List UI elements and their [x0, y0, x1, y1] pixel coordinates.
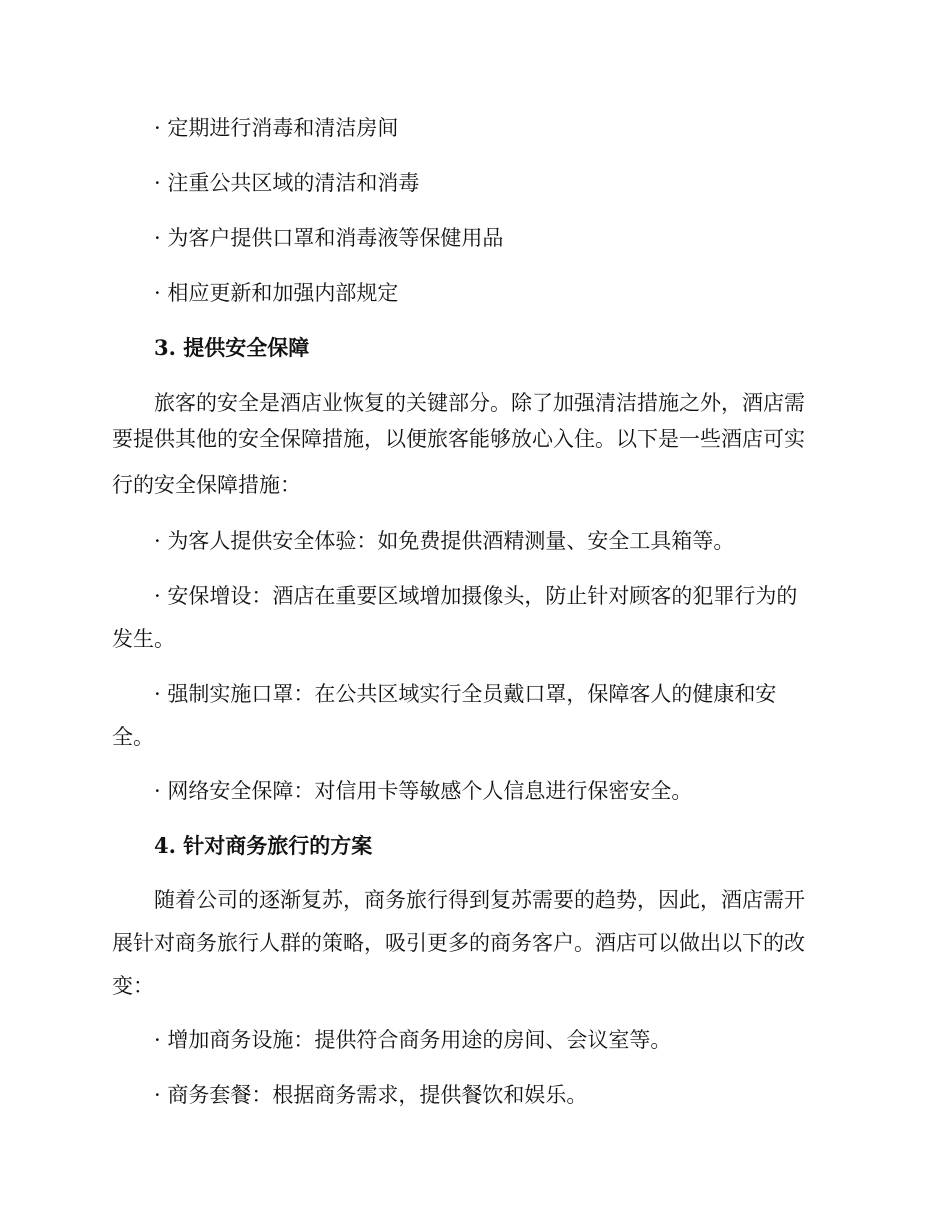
- section-3-heading: 3. 提供安全保障: [154, 335, 310, 360]
- bullet-safety-experience: · 为客人提供安全体验：如免费提供酒精测量、安全工具箱等。: [154, 529, 735, 553]
- bullet-security-cameras-line-1: · 安保增设：酒店在重要区域增加摄像头，防止针对顾客的犯罪行为的: [154, 584, 798, 608]
- bullet-mandatory-masks-line-2: 全。: [112, 725, 154, 749]
- bullet-masks-sanitizer: · 为客户提供口罩和消毒液等保健用品: [154, 226, 504, 250]
- bullet-mandatory-masks-line-1: · 强制实施口罩：在公共区域实行全员戴口罩，保障客人的健康和安: [154, 682, 777, 706]
- section-3-intro-line-1: 旅客的安全是酒店业恢复的关键部分。除了加强清洁措施之外，酒店需: [154, 391, 805, 415]
- section-3-intro-line-2: 要提供其他的安全保障措施，以便旅客能够放心入住。以下是一些酒店可实: [112, 427, 805, 451]
- section-4-intro-line-3: 变：: [112, 974, 154, 998]
- bullet-network-security: · 网络安全保障：对信用卡等敏感个人信息进行保密安全。: [154, 779, 693, 803]
- section-4-heading: 4. 针对商务旅行的方案: [154, 833, 373, 858]
- bullet-business-facilities: · 增加商务设施：提供符合商务用途的房间、会议室等。: [154, 1028, 672, 1052]
- section-3-intro-line-3: 行的安全保障措施：: [112, 473, 301, 497]
- bullet-internal-rules: · 相应更新和加强内部规定: [154, 281, 399, 305]
- bullet-disinfect-rooms: · 定期进行消毒和清洁房间: [154, 116, 399, 140]
- section-4-intro-line-1: 随着公司的逐渐复苏，商务旅行得到复苏需要的趋势，因此，酒店需开: [154, 888, 805, 912]
- bullet-business-packages: · 商务套餐：根据商务需求，提供餐饮和娱乐。: [154, 1083, 588, 1107]
- bullet-public-areas: · 注重公共区域的清洁和消毒: [154, 171, 420, 195]
- bullet-security-cameras-line-2: 发生。: [112, 627, 175, 651]
- section-4-intro-line-2: 展针对商务旅行人群的策略，吸引更多的商务客户。酒店可以做出以下的改: [112, 931, 805, 955]
